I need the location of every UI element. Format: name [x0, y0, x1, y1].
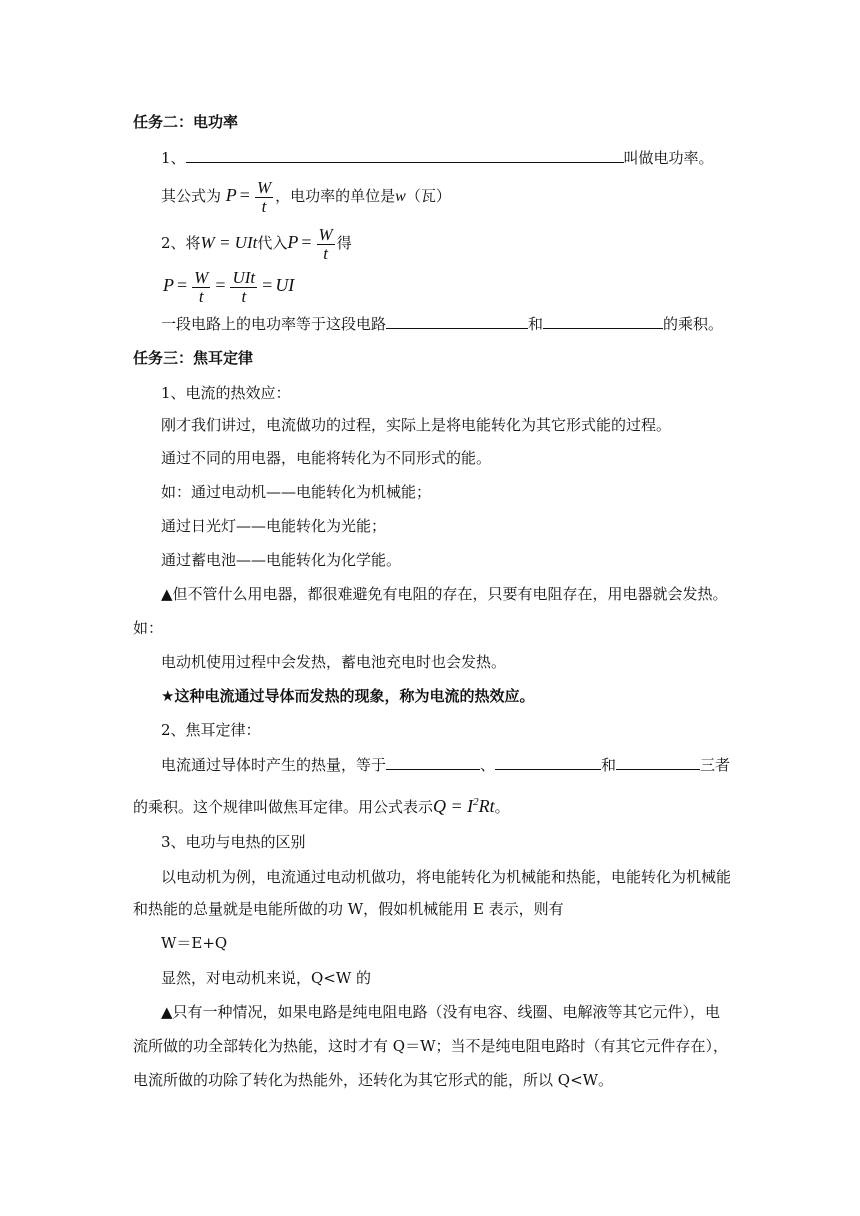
formula-P: P: [225, 185, 237, 205]
unit-text: ，电功率的单位是: [275, 187, 396, 205]
fraction-W-t-2: $\frac{W}{t}$: [318, 224, 333, 263]
task3-heading: 任务三：焦耳定律: [133, 349, 254, 367]
paragraph: 通过蓄电池——电能转化为化学能。: [161, 551, 402, 569]
power-sentence: 一段电路上的电功率等于这段电路 和 的乘积。: [161, 315, 724, 333]
paragraph: 电动机使用过程中会发热，蓄电池充电时也会发热。: [161, 653, 507, 671]
fraction-UIt-t: $\frac{\text{UIt}}{t}$: [232, 267, 256, 306]
fraction-W-t: $\frac{W}{t}$: [256, 177, 272, 216]
paragraph: 如：通过电动机——电能转化为机械能；: [161, 483, 432, 501]
equation-WEQ: W＝E+Q: [161, 934, 228, 952]
joule-sentence: 电流通过导体时产生的热量，等于 、 和 三者: [161, 756, 731, 774]
unit-name: （瓦）: [405, 187, 451, 205]
formula-line: 其公式为 P = $\frac{W}{t}$ ，电功率的单位是w（瓦）: [161, 177, 451, 216]
paragraph: 以电动机为例，电流通过电动机做功，将电能转化为机械能和热能，电能转化为机械能: [161, 868, 732, 886]
blank-current[interactable]: [543, 313, 663, 329]
task2-heading: 任务二：电功率: [133, 113, 239, 131]
unit-w: w: [395, 188, 406, 205]
paragraph: 通过不同的用电器，电能将转化为不同形式的能。: [161, 449, 492, 467]
deriv-end: UI: [275, 275, 295, 295]
sub3-heading: 3、电功与电热的区别: [161, 833, 306, 851]
paragraph: 电流所做的功除了转化为热能外，还转化为其它形式的能，所以 Q<W。: [133, 1071, 614, 1089]
paragraph: 和热能的总量就是电能所做的功 W，假如机械能用 E 表示，则有: [133, 900, 564, 918]
blank-current-squared[interactable]: [386, 754, 480, 770]
blank-resistance[interactable]: [495, 754, 601, 770]
item2-end: 得: [336, 234, 352, 252]
paragraph: ▲只有一种情况，如果电路是纯电阻电路（没有电容、线圈、电解液等其它元件），电: [161, 1003, 721, 1021]
paragraph: 如：: [133, 619, 164, 637]
paragraph: 流所做的功全部转化为热能，这时才有 Q＝W；当不是纯电阻电路时（有其它元件存在），: [133, 1037, 728, 1055]
sub1-heading: 1、电流的热效应：: [161, 384, 291, 402]
paragraph: 显然，对电动机来说，Q<W 的: [161, 969, 372, 987]
task2-item1: [161, 147, 714, 168]
derivation-line: P = $\frac{W}{t}$ = $\frac{\text{UIt}}{t}$ = UI: [163, 267, 295, 306]
blank-definition[interactable]: [186, 147, 624, 163]
joule-formula: $Q = I^2Rt$: [433, 796, 495, 816]
blank-voltage[interactable]: [386, 313, 528, 329]
paragraph: 刚才我们讲过，电流做功的过程，实际上是将电能转化为其它形式能的过程。: [161, 416, 672, 434]
formula-intro: 其公式为: [161, 187, 222, 205]
paragraph: 通过日光灯——电能转化为光能；: [161, 517, 387, 535]
item2-mid: 代入: [257, 234, 288, 252]
joule-formula-line: 的乘积。这个规律叫做焦耳定律。用公式表示$Q = I^2Rt$。: [133, 796, 510, 816]
item1-suffix: 叫做电功率。: [623, 149, 714, 167]
item2-prefix: 2、将: [161, 234, 201, 252]
paragraph: ▲但不管什么用电器，都很难避免有电阻的存在，只要有电阻存在，用电器就会发热。: [161, 585, 728, 603]
definition-highlight: ★这种电流通过导体而发热的现象，称为电流的热效应。: [161, 687, 535, 705]
item2-line: 2、将W = UIt代入P = $\frac{W}{t}$ 得: [161, 224, 352, 263]
blank-time[interactable]: [616, 754, 700, 770]
item2-expr: W = UIt: [200, 233, 258, 252]
sub2-heading: 2、焦耳定律：: [161, 721, 261, 739]
item1-prefix: 1、: [161, 149, 186, 167]
